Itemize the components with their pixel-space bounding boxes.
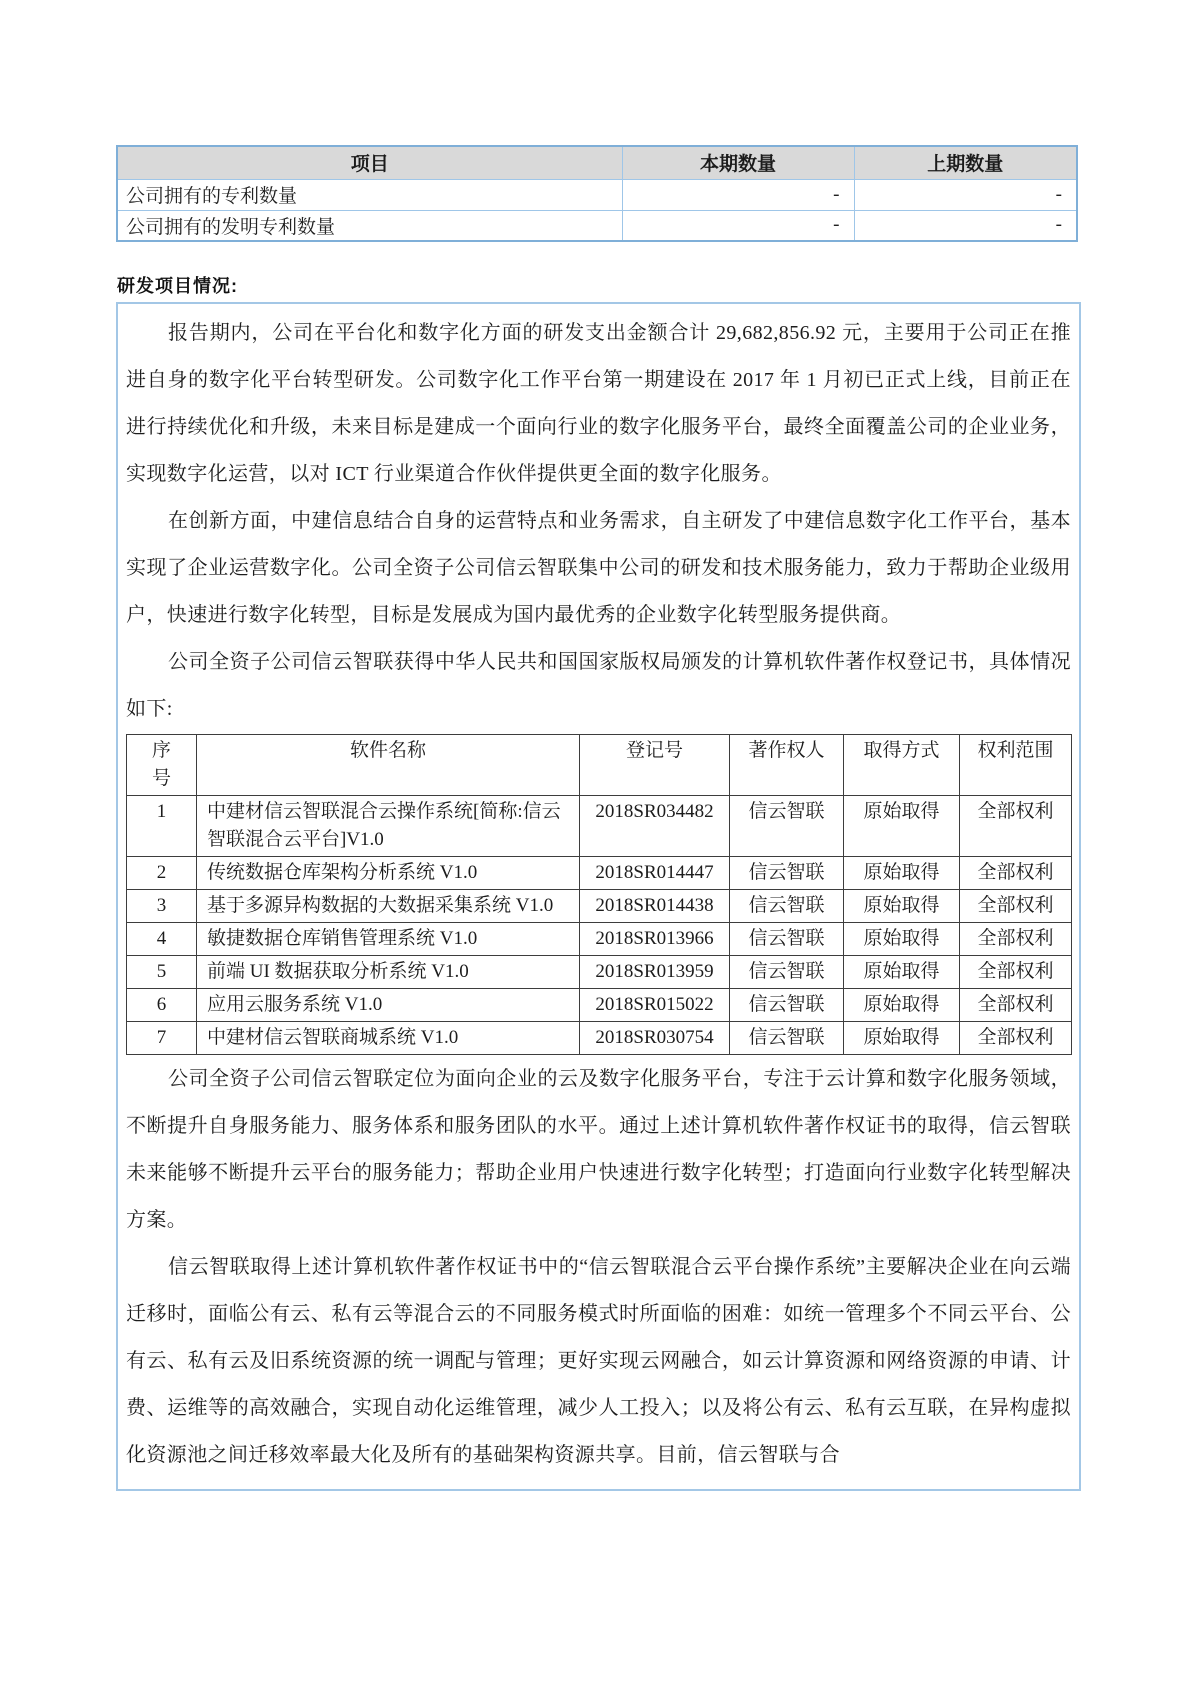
sw-method: 原始取得: [844, 796, 960, 857]
sw-name: 前端 UI 数据获取分析系统 V1.0: [197, 956, 580, 989]
table-row: [127, 956, 1072, 989]
sw-name: 应用云服务系统 V1.0: [197, 989, 580, 1022]
patent-count-table: [116, 145, 1078, 242]
sw-col-header-scope: 权利范围: [960, 735, 1072, 796]
paragraph-positioning: 公司全资子公司信云智联定位为面向企业的云及数字化服务平台，专注于云计算和数字化服务领域，不断提升自身服务能力、服务体系和服务团队的水平。通过上述计算机软件著作权证书的取得，信云智联未来能够不断提升云平台的服务能力；帮助企业用户快速进行数字化转型；打造面向行业数字化转型解决方案。: [126, 1068, 1071, 1231]
table-row: [117, 210, 1077, 241]
patent-previous-value: -: [854, 179, 1077, 210]
paragraph-hybrid-cloud: 信云智联取得上述计算机软件著作权证书中的“信云智联混合云平台操作系统”主要解决企业在向云端迁移时，面临公有云、私有云等混合云的不同服务模式时所面临的困难：如统一管理多个不同云平台、公有云、私有云及旧系统资源的统一调配与管理；更好实现云网融合，如云计算资源和网络资源的申请、计费、运维等的高效融合，实现自动化运维管理，减少人工投入；以及将公有云、私有云互联，在异构虚拟化资源池之间迁移效率最大化及所有的基础架构资源共享。目前，信云智联与合: [126, 1256, 1071, 1466]
sw-name: 敏捷数据仓库销售管理系统 V1.0: [197, 923, 580, 956]
software-copyright-table: [126, 734, 1072, 1055]
sw-no: 1: [127, 796, 197, 857]
sw-method: 原始取得: [844, 956, 960, 989]
sw-scope: 全部权利: [960, 890, 1072, 923]
sw-name: 基于多源异构数据的大数据采集系统 V1.0: [197, 890, 580, 923]
sw-reg: 2018SR014447: [580, 857, 730, 890]
sw-method: 原始取得: [844, 857, 960, 890]
patent-col-header-item: 项目: [117, 146, 622, 179]
sw-no: 6: [127, 989, 197, 1022]
table-row: [127, 857, 1072, 890]
sw-col-header-name: 软件名称: [197, 735, 580, 796]
sw-col-header-reg: 登记号: [580, 735, 730, 796]
sw-no: 5: [127, 956, 197, 989]
table-row: [127, 890, 1072, 923]
sw-owner: 信云智联: [730, 890, 844, 923]
sw-reg: 2018SR015022: [580, 989, 730, 1022]
patent-table-header-row: [117, 146, 1077, 179]
sw-scope: 全部权利: [960, 796, 1072, 857]
sw-no: 7: [127, 1022, 197, 1055]
patent-col-header-current: 本期数量: [622, 146, 854, 179]
sw-no: 3: [127, 890, 197, 923]
sw-col-header-owner: 著作权人: [730, 735, 844, 796]
patent-col-header-previous: 上期数量: [854, 146, 1077, 179]
sw-col-header-no: 序号: [127, 735, 197, 796]
sw-method: 原始取得: [844, 890, 960, 923]
patent-row-label: 公司拥有的专利数量: [117, 179, 622, 210]
sw-name: 中建材信云智联商城系统 V1.0: [197, 1022, 580, 1055]
paragraph-rd-spend: 报告期内，公司在平台化和数字化方面的研发支出金额合计 29,682,856.92 元，主要用于公司正在推进自身的数字化平台转型研发。公司数字化工作平台第一期建设在 2017 年 1 月初已正式上线，目前正在进行持续优化和升级，未来目标是建成一个面向行业的数字化服务平台，最终全面覆盖公司的企业业务，实现数字化运营，以对 ICT 行业渠道合作伙伴提供更全面的数字化服务。: [126, 322, 1071, 485]
sw-owner: 信云智联: [730, 1022, 844, 1055]
sw-owner: 信云智联: [730, 796, 844, 857]
sw-no: 2: [127, 857, 197, 890]
sw-scope: 全部权利: [960, 956, 1072, 989]
sw-owner: 信云智联: [730, 923, 844, 956]
patent-row-label: 公司拥有的发明专利数量: [117, 210, 622, 241]
sw-name: 传统数据仓库架构分析系统 V1.0: [197, 857, 580, 890]
sw-owner: 信云智联: [730, 857, 844, 890]
sw-method: 原始取得: [844, 989, 960, 1022]
table-row: [127, 923, 1072, 956]
sw-no: 4: [127, 923, 197, 956]
sw-scope: 全部权利: [960, 923, 1072, 956]
patent-previous-value: -: [854, 210, 1077, 241]
sw-scope: 全部权利: [960, 1022, 1072, 1055]
sw-owner: 信云智联: [730, 989, 844, 1022]
sw-reg: 2018SR030754: [580, 1022, 730, 1055]
sw-reg: 2018SR013966: [580, 923, 730, 956]
patent-current-value: -: [622, 210, 854, 241]
sw-reg: 2018SR013959: [580, 956, 730, 989]
table-row: [117, 179, 1077, 210]
sw-name: 中建材信云智联混合云操作系统[简称:信云智联混合云平台]V1.0: [197, 796, 580, 857]
sw-scope: 全部权利: [960, 989, 1072, 1022]
table-row: [127, 796, 1072, 857]
sw-owner: 信云智联: [730, 956, 844, 989]
sw-method: 原始取得: [844, 923, 960, 956]
section-title: 研发项目情况:: [117, 276, 238, 296]
sw-reg: 2018SR034482: [580, 796, 730, 857]
sw-col-header-method: 取得方式: [844, 735, 960, 796]
content-box: [116, 302, 1081, 1491]
patent-current-value: -: [622, 179, 854, 210]
paragraph-copyright-intro: 公司全资子公司信云智联获得中华人民共和国国家版权局颁发的计算机软件著作权登记书，具体情况如下:: [126, 651, 1071, 720]
sw-scope: 全部权利: [960, 857, 1072, 890]
software-table-header-row: [127, 735, 1072, 796]
paragraph-innovation: 在创新方面，中建信息结合自身的运营特点和业务需求，自主研发了中建信息数字化工作平台，基本实现了企业运营数字化。公司全资子公司信云智联集中公司的研发和技术服务能力，致力于帮助企业级用户，快速进行数字化转型，目标是发展成为国内最优秀的企业数字化转型服务提供商。: [126, 510, 1071, 626]
table-row: [127, 1022, 1072, 1055]
sw-method: 原始取得: [844, 1022, 960, 1055]
sw-reg: 2018SR014438: [580, 890, 730, 923]
table-row: [127, 989, 1072, 1022]
